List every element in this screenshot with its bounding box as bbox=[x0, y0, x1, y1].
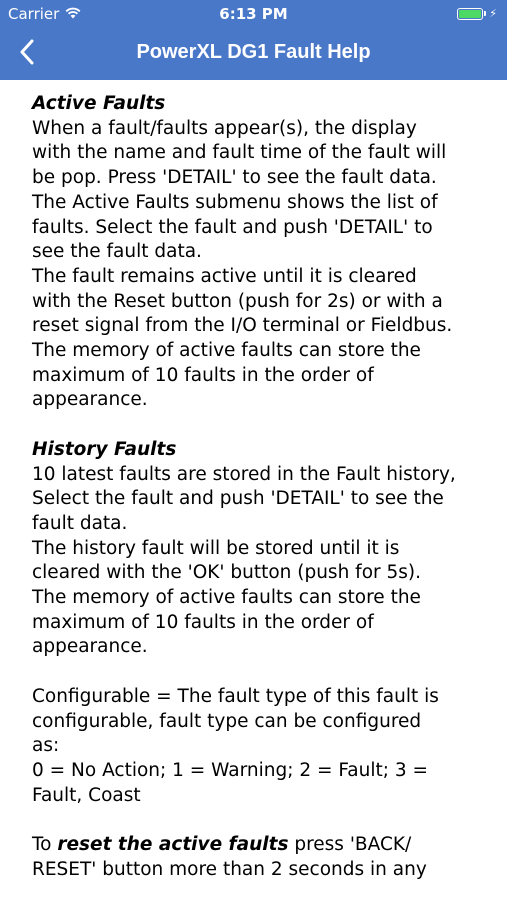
battery-icon bbox=[457, 8, 483, 20]
history-faults-line: appearance. bbox=[32, 636, 148, 658]
active-faults-title: Active Faults bbox=[32, 93, 166, 114]
spacer bbox=[32, 413, 475, 438]
spacer bbox=[32, 660, 475, 685]
history-faults-line: maximum of 10 faults in the order of bbox=[32, 611, 374, 633]
history-faults-line: The memory of active faults can store the bbox=[32, 587, 421, 609]
active-faults-line: faults. Select the fault and push 'DETAIL' to bbox=[32, 216, 433, 238]
history-faults-title: History Faults bbox=[32, 438, 177, 460]
active-faults-line: with the name and fault time of the fault will bbox=[32, 142, 447, 164]
active-faults-line: with the Reset button (push for 2s) or with a bbox=[32, 290, 443, 312]
history-faults-line: 10 latest faults are stored in the Fault history, bbox=[32, 463, 456, 485]
history-faults-line: The history fault will be stored until it is bbox=[32, 537, 400, 559]
reset-emphasis: reset the active faults bbox=[57, 834, 289, 856]
status-time: 6:13 PM bbox=[219, 5, 288, 23]
active-faults-line: When a fault/faults appear(s), the display bbox=[32, 117, 417, 139]
configurable-line: configurable, fault type can be configured bbox=[32, 710, 422, 732]
battery-fill bbox=[459, 10, 481, 18]
charging-bolt-icon: ⚡ bbox=[489, 7, 497, 20]
carrier-label: Carrier bbox=[8, 5, 60, 23]
configurable-line: as: bbox=[32, 735, 60, 757]
history-faults-line: cleared with the 'OK' button (push for 5s). bbox=[32, 562, 422, 584]
configurable-line: Configurable = The fault type of this fault is bbox=[32, 685, 439, 707]
history-faults-line: Select the fault and push 'DETAIL' to see the bbox=[32, 488, 444, 510]
configurable-line: Fault, Coast bbox=[32, 784, 141, 806]
reset-prefix: To bbox=[32, 834, 58, 856]
active-faults-line: see the fault data. bbox=[32, 241, 202, 263]
active-faults-line: The Active Faults submenu shows the list of bbox=[32, 191, 438, 213]
nav-bar bbox=[0, 28, 507, 80]
reset-suffix: press 'BACK/ bbox=[288, 834, 412, 856]
active-faults-line: The fault remains active until it is cleared bbox=[32, 265, 417, 287]
spacer bbox=[32, 808, 475, 833]
configurable-text bbox=[32, 685, 475, 809]
active-faults-line: reset signal from the I/O terminal or Fieldbus. bbox=[32, 315, 453, 337]
active-faults-line: The memory of active faults can store the bbox=[32, 340, 421, 362]
configurable-line: 0 = No Action; 1 = Warning; 2 = Fault; 3 = bbox=[32, 759, 429, 781]
active-faults-line: maximum of 10 faults in the order of bbox=[32, 364, 374, 386]
battery-tip bbox=[484, 11, 486, 16]
history-faults-line: fault data. bbox=[32, 512, 128, 534]
history-faults-text bbox=[32, 463, 475, 661]
active-faults-line: be pop. Press 'DETAIL' to see the fault data. bbox=[32, 167, 437, 189]
active-faults-text bbox=[32, 117, 475, 413]
help-content bbox=[0, 80, 507, 882]
reset-instructions-line-1 bbox=[32, 833, 475, 858]
status-right bbox=[457, 7, 497, 20]
nav-title: PowerXL DG1 Fault Help bbox=[136, 41, 371, 63]
reset-instructions-line-2: RESET' button more than 2 seconds in any bbox=[32, 858, 427, 880]
active-faults-line: appearance. bbox=[32, 389, 148, 411]
status-bar bbox=[0, 0, 507, 28]
